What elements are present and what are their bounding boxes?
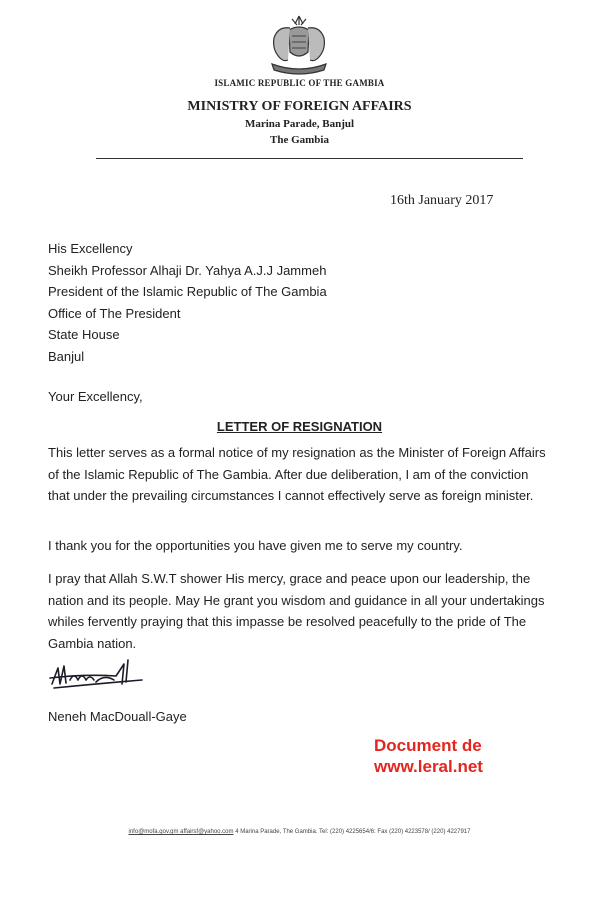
recipient-line: Banjul — [48, 348, 85, 364]
recipient-line: President of the Islamic Republic of The Gambia — [48, 284, 327, 299]
republic-name: ISLAMIC REPUBLIC OF THE GAMBIA — [214, 78, 385, 88]
recipient-line: His Excellency — [48, 241, 133, 256]
recipient-line: Office of The President — [48, 305, 181, 321]
address-line-1: Marina Parade, Banjul — [244, 118, 355, 130]
watermark-line-2: www.leral.net — [374, 757, 483, 776]
address-line-2: The Gambia — [270, 134, 329, 146]
subject-heading: LETTER OF RESIGNATION — [216, 419, 383, 434]
letter-date: 16th January 2017 — [390, 193, 494, 208]
recipient-line: Sheikh Professor Alhaji Dr. Yahya A.J.J Jammeh — [48, 262, 327, 278]
watermark-line-1: Document de — [374, 736, 482, 755]
salutation: Your Excellency, — [48, 389, 143, 404]
body-paragraph: This letter serves as a formal notice of my resignation as the Minister of Foreign Affairs of the Islamic Republic of The Gambia. After due deliberation, I am of the conviction that under the prevailing circumstances I cannot effectively serve as foreign minister. — [48, 445, 546, 503]
body-paragraph: I thank you for the opportunities you have given me to serve my country. — [48, 538, 463, 553]
body-paragraph: I pray that Allah S.W.T shower His mercy, grace and peace upon our leadership, the nation and its people. May He grant you wisdom and guidance in all your undertakings whiles fervently praying that this impasse be resolved peacefully to the pride of The Gambia nation. — [48, 571, 545, 651]
footer-emails[interactable]: info@mofa.gov.gm affairsf@yahoo.com — [128, 829, 234, 835]
recipient-block — [48, 238, 327, 367]
footer-contact — [0, 829, 599, 835]
signer-name: Neneh MacDouall-Gaye — [48, 709, 187, 724]
signature-icon — [44, 650, 164, 696]
watermark — [374, 735, 483, 777]
footer-details: 4 Marina Parade, The Gambia. Tel: (220) 4225654/6: Fax (220) 4223578/ (220) 4227917 — [235, 829, 471, 835]
letterhead-divider — [96, 158, 523, 159]
recipient-line: State House — [48, 327, 120, 342]
ministry-name: MINISTRY OF FOREIGN AFFAIRS — [187, 99, 412, 114]
coat-of-arms-icon — [262, 14, 336, 78]
